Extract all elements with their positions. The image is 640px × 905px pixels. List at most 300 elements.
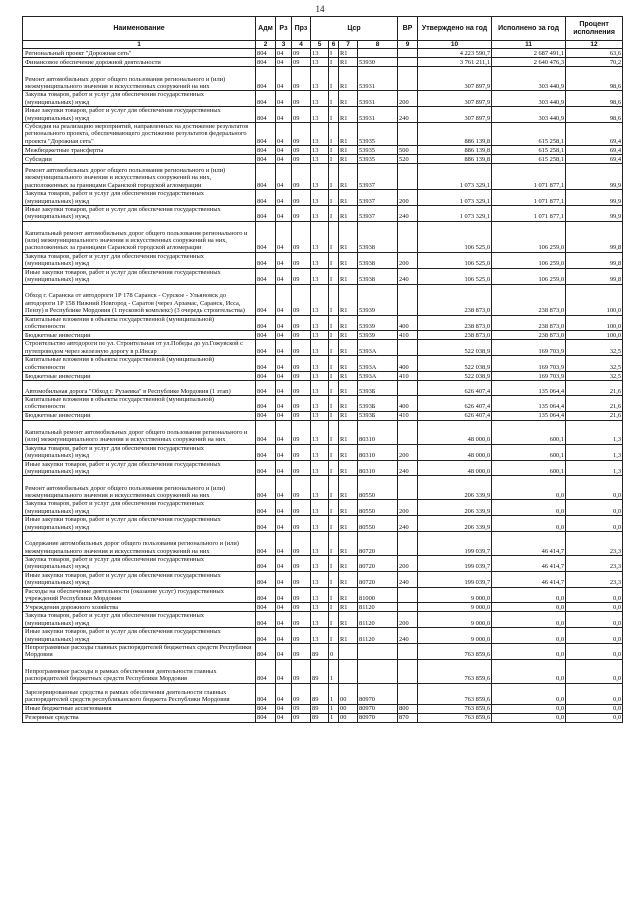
- cell-vr: 520: [398, 155, 418, 164]
- row-name: Капитальный ремонт автомобильных дорог общего пользования регионального и (или) межмуниципального значения и искусственных сооружений на них: [23, 420, 256, 444]
- cell-vr: 240: [398, 268, 418, 284]
- cell-vr: [398, 123, 418, 146]
- cell-percent: 23,3: [566, 532, 623, 556]
- cell-vr: 200: [398, 612, 418, 628]
- cell-csr-part: R1: [339, 628, 358, 644]
- row-name: Бюджетные инвестиции: [23, 411, 256, 420]
- cell-csr-part: 13: [311, 395, 329, 411]
- cell-vr: [398, 476, 418, 500]
- cell-vr: [398, 221, 418, 252]
- cell-csr-part: 53937: [358, 206, 398, 222]
- cell-csr-part: R1: [339, 206, 358, 222]
- table-row: [23, 460, 623, 476]
- cell-adm: 804: [256, 460, 276, 476]
- cell-prz: 09: [292, 532, 311, 556]
- cell-adm: 804: [256, 190, 276, 206]
- cell-csr-part: 13: [311, 516, 329, 532]
- header-adm: Адм: [256, 17, 276, 41]
- cell-rz: 04: [276, 67, 292, 91]
- cell-prz: 09: [292, 356, 311, 372]
- row-name: Иные закупки товаров, работ и услуг для обеспечения государственных (муниципальных) нужд: [23, 268, 256, 284]
- cell-csr-part: 13: [311, 49, 329, 58]
- cell-approved: 206 339,9: [418, 500, 492, 516]
- cell-prz: 09: [292, 146, 311, 155]
- cell-percent: 98,6: [566, 91, 623, 107]
- column-number: 11: [492, 41, 566, 49]
- row-name: Финансовое обеспечение дорожной деятельности: [23, 58, 256, 67]
- cell-executed: 303 440,9: [492, 67, 566, 91]
- cell-csr-part: 13: [311, 190, 329, 206]
- cell-csr-part: I: [329, 49, 339, 58]
- cell-executed: 106 259,0: [492, 221, 566, 252]
- cell-prz: 09: [292, 571, 311, 587]
- cell-approved: 307 897,9: [418, 107, 492, 123]
- cell-rz: 04: [276, 206, 292, 222]
- cell-rz: 04: [276, 612, 292, 628]
- cell-percent: 63,6: [566, 49, 623, 58]
- cell-percent: 0,0: [566, 683, 623, 704]
- table-row: [23, 556, 623, 572]
- cell-adm: 804: [256, 571, 276, 587]
- cell-csr-part: R1: [339, 331, 358, 340]
- cell-prz: 09: [292, 206, 311, 222]
- cell-csr-part: 00: [339, 713, 358, 722]
- cell-vr: [398, 603, 418, 612]
- cell-csr-part: 0: [329, 644, 339, 660]
- row-name: Региональный проект "Дорожная сеть": [23, 49, 256, 58]
- cell-percent: 32,5: [566, 340, 623, 356]
- cell-executed: 0,0: [492, 476, 566, 500]
- cell-csr-part: 1: [329, 683, 339, 704]
- cell-csr-part: 89: [311, 683, 329, 704]
- header-rz: Рз: [276, 17, 292, 41]
- cell-approved: 238 873,0: [418, 315, 492, 331]
- table-row: [23, 371, 623, 380]
- cell-csr-part: 53935: [358, 123, 398, 146]
- cell-csr-part: 81120: [358, 612, 398, 628]
- cell-csr-part: 1: [329, 704, 339, 713]
- cell-prz: 09: [292, 190, 311, 206]
- cell-adm: 804: [256, 371, 276, 380]
- cell-csr-part: R1: [339, 146, 358, 155]
- cell-csr-part: I: [329, 371, 339, 380]
- cell-rz: 04: [276, 411, 292, 420]
- cell-csr-part: 13: [311, 356, 329, 372]
- cell-csr-part: R1: [339, 571, 358, 587]
- cell-rz: 04: [276, 395, 292, 411]
- cell-csr-part: I: [329, 58, 339, 67]
- table-row: [23, 704, 623, 713]
- cell-approved: 9 000,0: [418, 603, 492, 612]
- column-number: 5: [311, 41, 329, 49]
- cell-rz: 04: [276, 628, 292, 644]
- cell-csr-part: R1: [339, 532, 358, 556]
- cell-csr-part: R1: [339, 164, 358, 190]
- table-row: [23, 315, 623, 331]
- cell-csr-part: 00: [339, 704, 358, 713]
- cell-csr-part: 13: [311, 587, 329, 603]
- cell-csr-part: 13: [311, 556, 329, 572]
- cell-vr: 240: [398, 460, 418, 476]
- cell-percent: 23,3: [566, 556, 623, 572]
- cell-executed: 615 258,1: [492, 123, 566, 146]
- cell-prz: 09: [292, 315, 311, 331]
- budget-table: [22, 16, 623, 723]
- cell-approved: 1 073 329,1: [418, 206, 492, 222]
- cell-prz: 09: [292, 659, 311, 683]
- cell-csr-part: 13: [311, 460, 329, 476]
- cell-csr-part: R1: [339, 190, 358, 206]
- table-row: [23, 571, 623, 587]
- cell-vr: 200: [398, 556, 418, 572]
- cell-executed: 0,0: [492, 628, 566, 644]
- cell-csr-part: 13: [311, 107, 329, 123]
- cell-csr-part: 13: [311, 476, 329, 500]
- cell-adm: 804: [256, 146, 276, 155]
- cell-csr-part: R1: [339, 252, 358, 268]
- cell-approved: 886 139,8: [418, 146, 492, 155]
- table-row: [23, 164, 623, 190]
- cell-prz: 09: [292, 612, 311, 628]
- cell-rz: 04: [276, 644, 292, 660]
- row-name: Межбюджетные трансферты: [23, 146, 256, 155]
- row-name: Иные закупки товаров, работ и услуг для обеспечения государственных (муниципальных) нужд: [23, 571, 256, 587]
- cell-csr-part: 81000: [358, 587, 398, 603]
- cell-rz: 04: [276, 49, 292, 58]
- cell-percent: 99,9: [566, 206, 623, 222]
- cell-csr-part: R1: [339, 516, 358, 532]
- cell-approved: 522 038,9: [418, 356, 492, 372]
- row-name: Субсидия на реализацию мероприятий, направленных на достижение результатов регионального проекта, обеспечивающего достижение результатов федерального проекта "Дорожная сеть": [23, 123, 256, 146]
- cell-csr-part: 5393Б: [358, 395, 398, 411]
- table-row: [23, 284, 623, 315]
- cell-csr-part: I: [329, 315, 339, 331]
- cell-executed: 238 873,0: [492, 315, 566, 331]
- row-name: Строительство автодороги по ул. Строительная от ул.Победы до ул.Гожувской с путепроводом через железную дорогу в р.Инсар: [23, 340, 256, 356]
- cell-adm: 804: [256, 556, 276, 572]
- column-number: 1: [23, 41, 256, 49]
- cell-csr-part: 53935: [358, 155, 398, 164]
- cell-executed: 238 873,0: [492, 331, 566, 340]
- cell-rz: 04: [276, 331, 292, 340]
- cell-adm: 804: [256, 206, 276, 222]
- cell-approved: 1 073 329,1: [418, 190, 492, 206]
- cell-vr: 240: [398, 107, 418, 123]
- header-percent: Процент исполнения: [566, 17, 623, 41]
- row-name: Закупка товаров, работ и услуг для обеспечения государственных (муниципальных) нужд: [23, 612, 256, 628]
- cell-approved: 48 000,0: [418, 444, 492, 460]
- cell-rz: 04: [276, 713, 292, 722]
- cell-rz: 04: [276, 587, 292, 603]
- cell-approved: 307 897,9: [418, 91, 492, 107]
- cell-csr-part: [358, 49, 398, 58]
- cell-percent: 99,8: [566, 268, 623, 284]
- cell-csr-part: R1: [339, 411, 358, 420]
- cell-csr-part: 13: [311, 571, 329, 587]
- cell-rz: 04: [276, 107, 292, 123]
- table-row: [23, 420, 623, 444]
- cell-executed: 0,0: [492, 500, 566, 516]
- cell-percent: 0,0: [566, 713, 623, 722]
- cell-executed: 600,1: [492, 444, 566, 460]
- cell-vr: [398, 532, 418, 556]
- cell-percent: 0,0: [566, 516, 623, 532]
- cell-csr-part: 89: [311, 704, 329, 713]
- cell-percent: 69,4: [566, 155, 623, 164]
- cell-executed: 600,1: [492, 460, 566, 476]
- cell-vr: [398, 284, 418, 315]
- cell-percent: 98,6: [566, 107, 623, 123]
- cell-prz: 09: [292, 67, 311, 91]
- cell-executed: 2 640 476,3: [492, 58, 566, 67]
- cell-csr-part: 13: [311, 146, 329, 155]
- row-name: Учреждения дорожного хозяйства: [23, 603, 256, 612]
- cell-approved: 9 000,0: [418, 628, 492, 644]
- cell-csr-part: R1: [339, 340, 358, 356]
- cell-prz: 09: [292, 380, 311, 395]
- cell-vr: 200: [398, 252, 418, 268]
- cell-prz: 09: [292, 628, 311, 644]
- cell-approved: 763 859,6: [418, 683, 492, 704]
- cell-csr-part: [339, 659, 358, 683]
- cell-csr-part: 13: [311, 221, 329, 252]
- cell-rz: 04: [276, 91, 292, 107]
- cell-rz: 04: [276, 58, 292, 67]
- cell-vr: [398, 340, 418, 356]
- cell-vr: [398, 659, 418, 683]
- cell-percent: 32,5: [566, 356, 623, 372]
- cell-csr-part: 80550: [358, 500, 398, 516]
- cell-executed: 135 064,4: [492, 380, 566, 395]
- cell-percent: 0,0: [566, 644, 623, 660]
- header-prz: Прз: [292, 17, 311, 41]
- cell-executed: 0,0: [492, 587, 566, 603]
- cell-csr-part: 89: [311, 644, 329, 660]
- cell-csr-part: I: [329, 571, 339, 587]
- cell-csr-part: 5393А: [358, 356, 398, 372]
- cell-executed: 0,0: [492, 683, 566, 704]
- cell-csr-part: 13: [311, 603, 329, 612]
- row-name: Капитальные вложения в объекты государственной (муниципальной) собственности: [23, 315, 256, 331]
- cell-csr-part: 13: [311, 532, 329, 556]
- cell-csr-part: 13: [311, 252, 329, 268]
- cell-adm: 804: [256, 395, 276, 411]
- cell-adm: 804: [256, 284, 276, 315]
- cell-csr-part: R1: [339, 556, 358, 572]
- cell-csr-part: 53930: [358, 58, 398, 67]
- cell-approved: 626 407,4: [418, 395, 492, 411]
- cell-approved: 9 000,0: [418, 612, 492, 628]
- cell-rz: 04: [276, 500, 292, 516]
- cell-approved: 886 139,8: [418, 123, 492, 146]
- row-name: Ремонт автомобильных дорог общего пользования регионального и (или) межмуниципального значения и искусственных сооружений на них: [23, 476, 256, 500]
- cell-approved: 763 859,6: [418, 659, 492, 683]
- row-name: Капитальный ремонт автомобильных дорог общего пользования регионального и (или) межмуниципального значения и искусственных сооружений на них, расположенных за границами Саранской городской агломерации: [23, 221, 256, 252]
- cell-csr-part: 5393Б: [358, 411, 398, 420]
- cell-csr-part: I: [329, 603, 339, 612]
- cell-csr-part: I: [329, 556, 339, 572]
- cell-percent: 21,6: [566, 411, 623, 420]
- cell-prz: 09: [292, 683, 311, 704]
- cell-executed: 615 258,1: [492, 155, 566, 164]
- cell-approved: 3 761 211,1: [418, 58, 492, 67]
- row-name: Зарезервированные средства в рамках обеспечения деятельности главных распорядителей средств республиканского бюджета Республики Мордовия: [23, 683, 256, 704]
- cell-prz: 09: [292, 460, 311, 476]
- row-name: Закупка товаров, работ и услуг для обеспечения государственных (муниципальных) нужд: [23, 556, 256, 572]
- table-row: [23, 532, 623, 556]
- cell-prz: 09: [292, 603, 311, 612]
- cell-adm: 804: [256, 331, 276, 340]
- cell-csr-part: 13: [311, 123, 329, 146]
- row-name: Иные бюджетные ассигнования: [23, 704, 256, 713]
- cell-csr-part: I: [329, 123, 339, 146]
- column-number: 9: [398, 41, 418, 49]
- cell-adm: 804: [256, 420, 276, 444]
- cell-csr-part: 80970: [358, 683, 398, 704]
- cell-csr-part: 13: [311, 268, 329, 284]
- cell-approved: 206 339,9: [418, 516, 492, 532]
- cell-csr-part: 89: [311, 713, 329, 722]
- cell-csr-part: 53939: [358, 331, 398, 340]
- cell-csr-part: I: [329, 146, 339, 155]
- cell-rz: 04: [276, 571, 292, 587]
- cell-csr-part: R1: [339, 476, 358, 500]
- cell-csr-part: 53931: [358, 107, 398, 123]
- cell-vr: [398, 380, 418, 395]
- cell-percent: 69,4: [566, 146, 623, 155]
- cell-executed: 169 703,9: [492, 356, 566, 372]
- cell-adm: 804: [256, 268, 276, 284]
- cell-approved: 238 873,0: [418, 331, 492, 340]
- table-row: [23, 587, 623, 603]
- cell-csr-part: I: [329, 460, 339, 476]
- cell-executed: 303 440,9: [492, 107, 566, 123]
- cell-vr: 240: [398, 516, 418, 532]
- column-number: 10: [418, 41, 492, 49]
- cell-csr-part: I: [329, 107, 339, 123]
- cell-csr-part: R1: [339, 603, 358, 612]
- cell-executed: 169 703,9: [492, 371, 566, 380]
- cell-csr-part: I: [329, 190, 339, 206]
- cell-approved: 626 407,4: [418, 380, 492, 395]
- cell-adm: 804: [256, 340, 276, 356]
- cell-approved: 1 073 329,1: [418, 164, 492, 190]
- header-vr: ВР: [398, 17, 418, 41]
- cell-adm: 804: [256, 659, 276, 683]
- cell-approved: 626 407,4: [418, 411, 492, 420]
- cell-approved: 106 525,0: [418, 252, 492, 268]
- cell-csr-part: 53939: [358, 315, 398, 331]
- cell-csr-part: 13: [311, 284, 329, 315]
- cell-executed: 600,1: [492, 420, 566, 444]
- row-name: Бюджетные инвестиции: [23, 371, 256, 380]
- cell-csr-part: 81120: [358, 628, 398, 644]
- cell-executed: 0,0: [492, 659, 566, 683]
- cell-vr: 800: [398, 704, 418, 713]
- cell-vr: 400: [398, 356, 418, 372]
- row-name: Автомобильная дорога "Обход г. Рузаевка" в Республике Мордовия (1 этап): [23, 380, 256, 395]
- cell-approved: 763 859,6: [418, 644, 492, 660]
- cell-csr-part: 13: [311, 58, 329, 67]
- cell-prz: 09: [292, 500, 311, 516]
- cell-percent: 0,0: [566, 704, 623, 713]
- table-row: [23, 516, 623, 532]
- table-row: [23, 58, 623, 67]
- cell-percent: 0,0: [566, 476, 623, 500]
- cell-csr-part: R1: [339, 460, 358, 476]
- table-row: [23, 628, 623, 644]
- cell-rz: 04: [276, 356, 292, 372]
- table-row: [23, 683, 623, 704]
- cell-adm: 804: [256, 587, 276, 603]
- cell-executed: 303 440,9: [492, 91, 566, 107]
- cell-prz: 09: [292, 476, 311, 500]
- cell-executed: 0,0: [492, 713, 566, 722]
- table-row: [23, 268, 623, 284]
- cell-csr-part: 53931: [358, 91, 398, 107]
- cell-csr-part: I: [329, 331, 339, 340]
- cell-approved: 522 038,9: [418, 340, 492, 356]
- cell-csr-part: 13: [311, 206, 329, 222]
- cell-csr-part: I: [329, 164, 339, 190]
- cell-adm: 804: [256, 644, 276, 660]
- cell-rz: 04: [276, 284, 292, 315]
- table-row: [23, 49, 623, 58]
- cell-prz: 09: [292, 340, 311, 356]
- cell-vr: 240: [398, 571, 418, 587]
- table-row: [23, 603, 623, 612]
- cell-executed: 169 703,9: [492, 340, 566, 356]
- cell-csr-part: R1: [339, 380, 358, 395]
- cell-rz: 04: [276, 683, 292, 704]
- column-number: 3: [276, 41, 292, 49]
- row-name: Расходы на обеспечение деятельности (оказание услуг) государственных учреждений Республики Мордовия: [23, 587, 256, 603]
- cell-vr: 200: [398, 500, 418, 516]
- cell-adm: 804: [256, 704, 276, 713]
- table-row: [23, 356, 623, 372]
- cell-csr-part: 13: [311, 91, 329, 107]
- cell-prz: 09: [292, 252, 311, 268]
- cell-csr-part: 81120: [358, 603, 398, 612]
- cell-percent: 99,8: [566, 221, 623, 252]
- cell-csr-part: I: [329, 395, 339, 411]
- row-name: Ремонт автомобильных дорог общего пользования регионального и (или) межмуниципального значения и искусственных сооружений на них: [23, 67, 256, 91]
- cell-adm: 804: [256, 532, 276, 556]
- cell-rz: 04: [276, 476, 292, 500]
- cell-percent: 1,3: [566, 460, 623, 476]
- cell-prz: 09: [292, 164, 311, 190]
- cell-executed: 135 064,4: [492, 395, 566, 411]
- cell-prz: 09: [292, 556, 311, 572]
- table-row: [23, 252, 623, 268]
- cell-csr-part: 5393А: [358, 371, 398, 380]
- header-approved: Утверждено на год: [418, 17, 492, 41]
- cell-adm: 804: [256, 683, 276, 704]
- cell-csr-part: 53935: [358, 146, 398, 155]
- cell-vr: [398, 164, 418, 190]
- cell-prz: 09: [292, 371, 311, 380]
- row-name: Резервные средства: [23, 713, 256, 722]
- cell-executed: 615 258,1: [492, 146, 566, 155]
- cell-rz: 04: [276, 603, 292, 612]
- column-number: 7: [339, 41, 358, 49]
- cell-prz: 09: [292, 587, 311, 603]
- cell-rz: 04: [276, 268, 292, 284]
- cell-prz: 09: [292, 268, 311, 284]
- table-row: [23, 123, 623, 146]
- cell-csr-part: 13: [311, 331, 329, 340]
- cell-csr-part: 80550: [358, 476, 398, 500]
